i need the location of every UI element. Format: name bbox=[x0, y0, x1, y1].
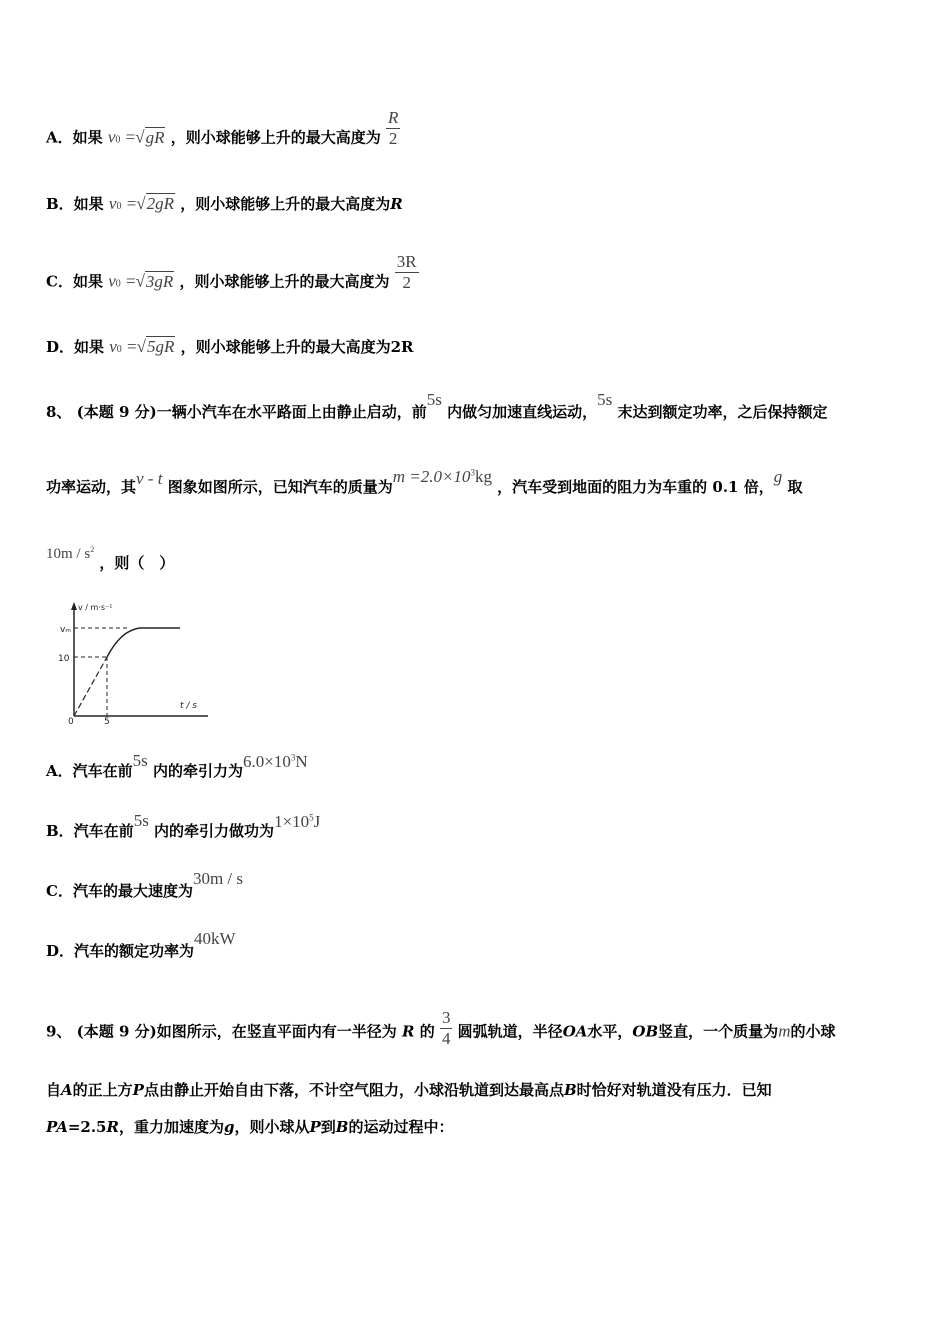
q7-option-b: B．如果 v0 =√2gR ，则小球能够上升的最大高度为R bbox=[46, 194, 403, 213]
power-curve bbox=[107, 628, 180, 657]
q7-option-c: C．如果 v0 =√3gR ，则小球能够上升的最大高度为 $\frac{3R}{2}$ bbox=[46, 252, 417, 292]
accel-segment bbox=[74, 657, 107, 716]
q9-stem-line2: 自A的正上方P点由静止开始自由下落，不计空气阻力，小球沿轨道到达最高点B时恰好对轨道没有压力．已知 bbox=[46, 1081, 772, 1099]
q8-stem-line2: 功率运动，其v - t 图象如图所示，已知汽车的质量为$m =2.0\times 10^3kg$ ，汽车受到地面的阻力为车重的 0.1 倍，g 取 bbox=[46, 467, 803, 496]
y-arrow bbox=[71, 602, 77, 610]
q9-stem-line1: 9、 (本题 9 分)如图所示，在竖直平面内有一半径为 R 的 $\frac{3}{4}$ 圆弧轨道，半径OA水平，OB竖直，一个质量为m的小球 bbox=[46, 1008, 836, 1048]
vm-label: vₘ bbox=[60, 625, 71, 635]
v10-label: 10 bbox=[58, 654, 70, 664]
t5-label: 5 bbox=[104, 717, 110, 727]
q8-option-a: A．汽车在前5s 内的牵引力为$6.0\times 10^3N$ bbox=[46, 751, 308, 780]
q8-option-d: D．汽车的额定功率为40kW bbox=[46, 929, 236, 960]
q9-stem-line3: PA=2.5R，重力加速度为g，则小球从P到B的运动过程中： bbox=[46, 1118, 454, 1136]
q7-option-d: D．如果 v0 =√5gR ，则小球能够上升的最大高度为2R bbox=[46, 337, 414, 356]
vt-graph bbox=[48, 596, 218, 730]
origin-label: 0 bbox=[68, 717, 74, 727]
q8-option-b: B．汽车在前5s 内的牵引力做功为$1\times 10^5J$ bbox=[46, 811, 321, 840]
q8-stem-line3: $10m / s^2$ ，则（ ） bbox=[46, 545, 175, 572]
q7-option-a: A．如果 v0 =√gR ，则小球能够上升的最大高度为 $\frac{R}{2}$ bbox=[46, 108, 399, 148]
q8-stem-line1: 8、 (本题 9 分)一辆小汽车在水平路面上由静止启动，前5s 内做匀加速直线运动，5s 末达到额定功率，之后保持额定 bbox=[46, 390, 828, 421]
y-axis-label: v / m·s⁻¹ bbox=[78, 603, 113, 612]
x-axis-label: t / s bbox=[180, 701, 197, 711]
q8-option-c: C．汽车的最大速度为30m / s bbox=[46, 869, 244, 900]
